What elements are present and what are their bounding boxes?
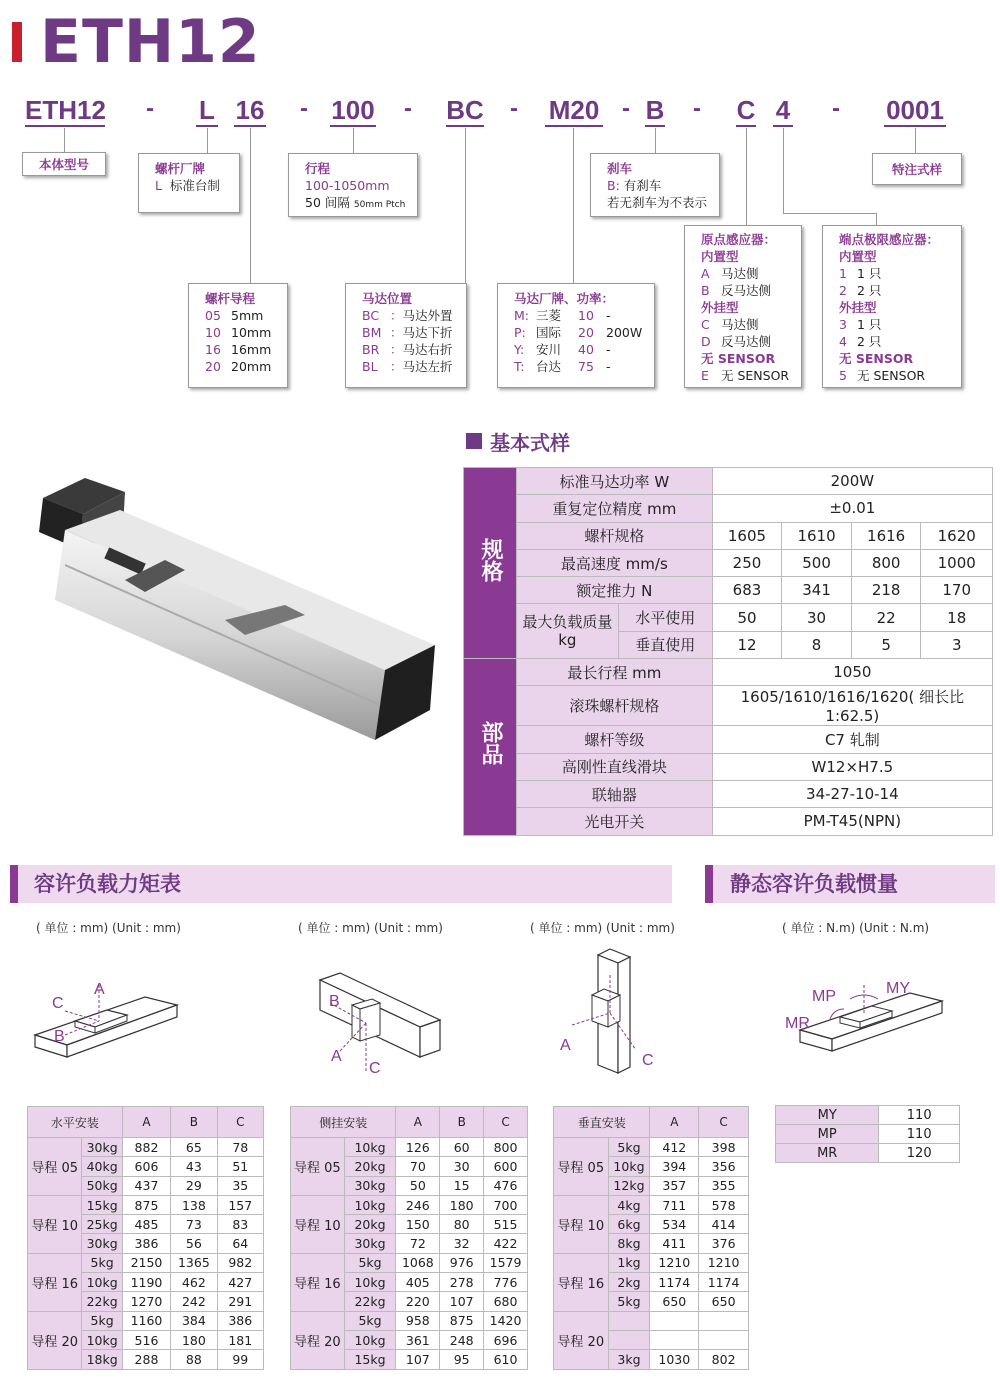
diagram-label: A <box>94 981 105 998</box>
inertia-table <box>775 1105 960 1163</box>
load-weight: 40kg <box>82 1157 122 1176</box>
table-cell: 64 <box>217 1234 263 1253</box>
table-cell: 248 <box>440 1330 484 1349</box>
code-dash: - <box>832 95 840 122</box>
table-cell <box>699 1330 749 1349</box>
table-cell: 515 <box>484 1215 528 1234</box>
table-cell: 882 <box>122 1138 170 1157</box>
table-cell: 875 <box>440 1311 484 1330</box>
table-cell: 606 <box>122 1157 170 1176</box>
table-cell: 802 <box>699 1350 749 1369</box>
table-cell: 65 <box>171 1138 217 1157</box>
load-weight: 5kg <box>344 1253 396 1272</box>
lead-group: 导程 10 <box>28 1195 82 1253</box>
spec-label: 额定推力 N <box>517 577 713 604</box>
table-cell: 982 <box>217 1253 263 1272</box>
table-cell: 356 <box>699 1157 749 1176</box>
load-weight: 10kg <box>344 1195 396 1214</box>
unit-label: ( 单位 : N.m) (Unit : N.m) <box>782 921 930 935</box>
load-weight: 22kg <box>82 1292 122 1311</box>
box-brake: 刹车 B: 有刹车 若无刹车为不表示 <box>590 153 720 217</box>
load-weight: 5kg <box>608 1292 650 1311</box>
load-weight: 30kg <box>82 1234 122 1253</box>
moment-section-bar <box>10 865 18 903</box>
table-cell <box>699 1311 749 1330</box>
product-image-actuator <box>25 470 445 760</box>
load-weight: 6kg <box>608 1215 650 1234</box>
spec-section-marker <box>466 433 482 449</box>
load-weight: 15kg <box>82 1195 122 1214</box>
page-title: ETH12 <box>40 7 261 77</box>
table-cell: 485 <box>122 1215 170 1234</box>
table-cell: 180 <box>171 1330 217 1349</box>
table-cell: 386 <box>122 1234 170 1253</box>
table-cell: 1174 <box>699 1273 749 1292</box>
spec-label: 最高速度 mm/s <box>517 549 713 576</box>
box-motor-brand: 马达厂牌、功率： M: 三菱 10 - P: 国际 20 200W Y: 安川 40 - T: 台达 75 - <box>497 283 655 388</box>
spec-label: 重复定位精度 mm <box>517 495 713 522</box>
diagram-label: MP <box>812 988 836 1005</box>
table-cell: 78 <box>217 1138 263 1157</box>
table-cell: 437 <box>122 1176 170 1195</box>
spec-section-title: 基本式样 <box>490 431 570 455</box>
table-cell: 1420 <box>484 1311 528 1330</box>
spec-side-label-spec: 规格 <box>464 468 517 659</box>
table-cell: 386 <box>217 1311 263 1330</box>
table-cell: 355 <box>699 1176 749 1195</box>
load-weight: 8kg <box>608 1234 650 1253</box>
table-cell: 875 <box>122 1195 170 1214</box>
table-cell: 220 <box>396 1292 440 1311</box>
load-weight: 20kg <box>344 1215 396 1234</box>
load-table-horizontal <box>27 1106 264 1370</box>
table-cell: 696 <box>484 1330 528 1349</box>
load-weight: 15kg <box>344 1350 396 1369</box>
load-weight: 10kg <box>344 1330 396 1349</box>
box-motor-position: 马达位置 BC ：马达外置 BM ：马达下折 BR ：马达右折 BL ：马达左折 <box>345 283 467 388</box>
spec-value: 12 <box>712 631 782 658</box>
load-weight: 12kg <box>608 1176 650 1195</box>
spec-label: 最大负载质量 kg <box>517 604 619 659</box>
spec-value: 250 <box>712 549 782 576</box>
box-body-model: 本体型号 <box>22 152 106 176</box>
box-limit-sensor: 端点极限感应器： 内置型 1 1 只 2 2 只 外挂型 3 1 只 4 2 只 无 SENSOR 5 无 SENSOR <box>822 225 962 388</box>
spec-side-label-parts: 部品 <box>464 659 517 835</box>
inertia-value: 110 <box>879 1106 960 1125</box>
spec-value: 170 <box>921 577 993 604</box>
table-cell: 1210 <box>650 1253 699 1272</box>
table-cell: 394 <box>650 1157 699 1176</box>
load-weight: 30kg <box>344 1234 396 1253</box>
inertia-value: 110 <box>879 1125 960 1144</box>
table-cell: 412 <box>650 1138 699 1157</box>
table-cell: 95 <box>440 1350 484 1369</box>
code-dash: - <box>510 95 518 122</box>
unit-label: ( 单位 : mm) (Unit : mm) <box>36 921 181 935</box>
spec-value: 1605/1610/1616/1620( 细长比 1:62.5) <box>712 686 992 726</box>
lead-group: 导程 16 <box>554 1253 609 1311</box>
lead-group: 导程 10 <box>554 1195 609 1253</box>
table-cell: 1579 <box>484 1253 528 1272</box>
table-cell: 1030 <box>650 1350 699 1369</box>
table-header: C <box>699 1107 749 1138</box>
spec-label: 光电开关 <box>517 808 713 835</box>
spec-label: 螺杆规格 <box>517 522 713 549</box>
code-dash: - <box>693 95 701 122</box>
spec-sublabel: 水平使用 <box>618 604 712 631</box>
spec-label: 最长行程 mm <box>517 659 713 686</box>
table-header: 水平安装 <box>28 1107 123 1138</box>
table-header: A <box>650 1107 699 1138</box>
lead-group: 导程 20 <box>554 1311 609 1369</box>
table-header: B <box>440 1107 484 1138</box>
spec-value: 1616 <box>851 522 921 549</box>
load-weight: 18kg <box>82 1350 122 1369</box>
table-cell: 99 <box>217 1350 263 1369</box>
table-cell: 291 <box>217 1292 263 1311</box>
table-header: B <box>171 1107 217 1138</box>
table-cell: 1174 <box>650 1273 699 1292</box>
load-weight: 10kg <box>82 1330 122 1349</box>
diagram-label: A <box>560 1037 571 1054</box>
table-cell: 60 <box>440 1138 484 1157</box>
code-model: ETH12 <box>25 95 106 125</box>
spec-label: 高刚性直线滑块 <box>517 753 713 780</box>
table-cell: 650 <box>699 1292 749 1311</box>
spec-value: 50 <box>712 604 782 631</box>
spec-sublabel: 垂直使用 <box>618 631 712 658</box>
code-motor-position: BC <box>446 95 484 125</box>
table-cell: 384 <box>171 1311 217 1330</box>
table-cell: 242 <box>171 1292 217 1311</box>
table-cell: 15 <box>440 1176 484 1195</box>
table-header: A <box>396 1107 440 1138</box>
moment-section-title: 容许负载力矩表 <box>34 872 181 896</box>
table-cell: 50 <box>396 1176 440 1195</box>
load-table-side <box>290 1106 528 1370</box>
diagram-label: B <box>329 993 340 1010</box>
table-cell: 157 <box>217 1195 263 1214</box>
spec-value: 1000 <box>921 549 993 576</box>
table-cell: 1068 <box>396 1253 440 1272</box>
table-cell: 958 <box>396 1311 440 1330</box>
table-header: C <box>484 1107 528 1138</box>
load-weight: 30kg <box>82 1138 122 1157</box>
table-cell: 357 <box>650 1176 699 1195</box>
table-cell: 800 <box>484 1138 528 1157</box>
table-cell: 80 <box>440 1215 484 1234</box>
inertia-key: MR <box>776 1144 879 1163</box>
table-cell: 411 <box>650 1234 699 1253</box>
table-cell: 711 <box>650 1195 699 1214</box>
table-cell: 246 <box>396 1195 440 1214</box>
table-cell: 1365 <box>171 1253 217 1272</box>
diagram-label: C <box>642 1052 654 1069</box>
load-weight: 5kg <box>82 1311 122 1330</box>
spec-label: 联轴器 <box>517 780 713 807</box>
code-stroke: 100 <box>331 95 375 125</box>
spec-label: 螺杆等级 <box>517 726 713 753</box>
table-cell: 650 <box>650 1292 699 1311</box>
table-cell: 534 <box>650 1215 699 1234</box>
table-cell: 1160 <box>122 1311 170 1330</box>
table-cell: 30 <box>440 1157 484 1176</box>
table-cell: 405 <box>396 1273 440 1292</box>
load-weight: 50kg <box>82 1176 122 1195</box>
spec-value: 3 <box>921 631 993 658</box>
table-cell: 70 <box>396 1157 440 1176</box>
table-cell: 107 <box>396 1350 440 1369</box>
code-dash: - <box>146 95 154 122</box>
table-cell: 107 <box>440 1292 484 1311</box>
table-cell: 516 <box>122 1330 170 1349</box>
code-lead: 16 <box>235 95 265 125</box>
diagram-label: MY <box>886 980 910 997</box>
load-weight <box>608 1311 650 1330</box>
table-cell: 700 <box>484 1195 528 1214</box>
diagram-label: A <box>331 1048 342 1065</box>
table-cell: 776 <box>484 1273 528 1292</box>
diagram-horizontal-mount <box>25 975 185 1065</box>
inertia-key: MY <box>776 1106 879 1125</box>
table-cell: 29 <box>171 1176 217 1195</box>
table-cell: 150 <box>396 1215 440 1234</box>
spec-value: C7 轧制 <box>712 726 992 753</box>
code-dash: - <box>300 95 308 122</box>
inertia-key: MP <box>776 1125 879 1144</box>
load-weight: 10kg <box>344 1138 396 1157</box>
load-weight: 5kg <box>344 1311 396 1330</box>
box-special: 特注式样 <box>872 153 962 185</box>
table-cell <box>650 1311 699 1330</box>
load-weight: 5kg <box>608 1138 650 1157</box>
spec-value: W12×H7.5 <box>712 753 992 780</box>
inertia-value: 120 <box>879 1144 960 1163</box>
code-dash: - <box>404 95 412 122</box>
spec-value: 683 <box>712 577 782 604</box>
load-table-vertical <box>553 1106 749 1370</box>
box-origin-sensor: 原点感应器： 内置型 A 马达侧 B 反马达侧 外挂型 C 马达侧 D 反马达侧 无 SENSOR E 无 SENSOR <box>684 225 802 388</box>
table-cell: 398 <box>699 1138 749 1157</box>
lead-group: 导程 16 <box>291 1253 345 1311</box>
table-header: A <box>122 1107 170 1138</box>
table-cell: 422 <box>484 1234 528 1253</box>
spec-value: 218 <box>851 577 921 604</box>
table-cell: 376 <box>699 1234 749 1253</box>
spec-value: 5 <box>851 631 921 658</box>
unit-label: ( 单位 : mm) (Unit : mm) <box>298 921 443 935</box>
table-header: 垂直安装 <box>554 1107 650 1138</box>
spec-value: 1050 <box>712 659 992 686</box>
table-header: 侧挂安装 <box>291 1107 396 1138</box>
lead-group: 导程 16 <box>28 1253 82 1311</box>
table-cell: 680 <box>484 1292 528 1311</box>
table-cell: 278 <box>440 1273 484 1292</box>
spec-value: 500 <box>782 549 852 576</box>
code-special: 0001 <box>884 95 946 127</box>
diagram-vertical-mount <box>570 945 650 1080</box>
diagram-label: C <box>52 995 64 1012</box>
code-screw-brand: L <box>196 95 218 127</box>
box-stroke: 行程 100-1050mm 50 间隔 50mm Ptch <box>288 153 418 217</box>
table-cell: 2150 <box>122 1253 170 1272</box>
code-brake: B <box>645 95 665 125</box>
spec-table <box>463 467 993 836</box>
load-weight: 22kg <box>344 1292 396 1311</box>
table-cell: 181 <box>217 1330 263 1349</box>
lead-group: 导程 05 <box>554 1138 609 1196</box>
box-lead: 螺杆导程 05 5mm 10 10mm 16 16mm 20 20mm <box>188 283 288 388</box>
spec-label: 滚珠螺杆规格 <box>517 686 713 726</box>
diagram-label: C <box>369 1060 381 1077</box>
table-cell: 427 <box>217 1273 263 1292</box>
table-cell: 138 <box>171 1195 217 1214</box>
code-motor: M20 <box>545 95 603 127</box>
load-weight: 10kg <box>608 1157 650 1176</box>
table-cell: 578 <box>699 1195 749 1214</box>
table-cell: 88 <box>171 1350 217 1369</box>
code-limit-sensor: 4 <box>773 95 793 127</box>
load-weight: 5kg <box>82 1253 122 1272</box>
spec-value: 341 <box>782 577 852 604</box>
table-cell: 414 <box>699 1215 749 1234</box>
code-dash: - <box>622 95 630 122</box>
table-cell: 976 <box>440 1253 484 1272</box>
table-cell <box>650 1330 699 1349</box>
spec-value: 34-27-10-14 <box>712 780 992 807</box>
load-weight: 20kg <box>344 1157 396 1176</box>
table-cell: 180 <box>440 1195 484 1214</box>
lead-group: 导程 05 <box>291 1138 345 1196</box>
table-cell: 1210 <box>699 1253 749 1272</box>
load-weight: 2kg <box>608 1273 650 1292</box>
load-weight: 3kg <box>608 1350 650 1369</box>
table-cell: 73 <box>171 1215 217 1234</box>
table-cell: 361 <box>396 1330 440 1349</box>
unit-label: ( 单位 : mm) (Unit : mm) <box>530 921 675 935</box>
spec-value: 18 <box>921 604 993 631</box>
load-weight: 10kg <box>82 1273 122 1292</box>
lead-group: 导程 20 <box>291 1311 345 1369</box>
load-weight: 25kg <box>82 1215 122 1234</box>
spec-value: PM-T45(NPN) <box>712 808 992 835</box>
diagram-label: B <box>54 1028 65 1045</box>
table-cell: 600 <box>484 1157 528 1176</box>
table-cell: 83 <box>217 1215 263 1234</box>
table-cell: 72 <box>396 1234 440 1253</box>
spec-label: 标准马达功率 W <box>517 468 713 495</box>
table-header: C <box>217 1107 263 1138</box>
spec-value: 200W <box>712 468 992 495</box>
diagram-label: MR <box>785 1015 810 1032</box>
spec-value: ±0.01 <box>712 495 992 522</box>
spec-value: 1620 <box>921 522 993 549</box>
table-cell: 32 <box>440 1234 484 1253</box>
load-weight: 30kg <box>344 1176 396 1195</box>
load-weight: 1kg <box>608 1253 650 1272</box>
spec-value: 30 <box>782 604 852 631</box>
load-weight <box>608 1330 650 1349</box>
spec-value: 1610 <box>782 522 852 549</box>
load-weight: 10kg <box>344 1273 396 1292</box>
box-screw-brand: 螺杆厂牌 L 标准台制 <box>138 153 240 213</box>
table-cell: 1270 <box>122 1292 170 1311</box>
table-cell: 35 <box>217 1176 263 1195</box>
table-cell: 1190 <box>122 1273 170 1292</box>
title-accent-bar <box>12 22 22 62</box>
table-cell: 610 <box>484 1350 528 1369</box>
lead-group: 导程 20 <box>28 1311 82 1369</box>
table-cell: 56 <box>171 1234 217 1253</box>
spec-value: 800 <box>851 549 921 576</box>
table-cell: 126 <box>396 1138 440 1157</box>
table-cell: 476 <box>484 1176 528 1195</box>
load-weight: 4kg <box>608 1195 650 1214</box>
table-cell: 288 <box>122 1350 170 1369</box>
table-cell: 462 <box>171 1273 217 1292</box>
inertia-section-bar <box>705 865 713 903</box>
lead-group: 导程 10 <box>291 1195 345 1253</box>
spec-value: 22 <box>851 604 921 631</box>
code-origin-sensor: C <box>736 95 756 125</box>
inertia-section-title: 静态容许负载惯量 <box>730 872 898 896</box>
table-cell: 51 <box>217 1157 263 1176</box>
spec-value: 8 <box>782 631 852 658</box>
table-cell: 43 <box>171 1157 217 1176</box>
spec-value: 1605 <box>712 522 782 549</box>
lead-group: 导程 05 <box>28 1138 82 1196</box>
